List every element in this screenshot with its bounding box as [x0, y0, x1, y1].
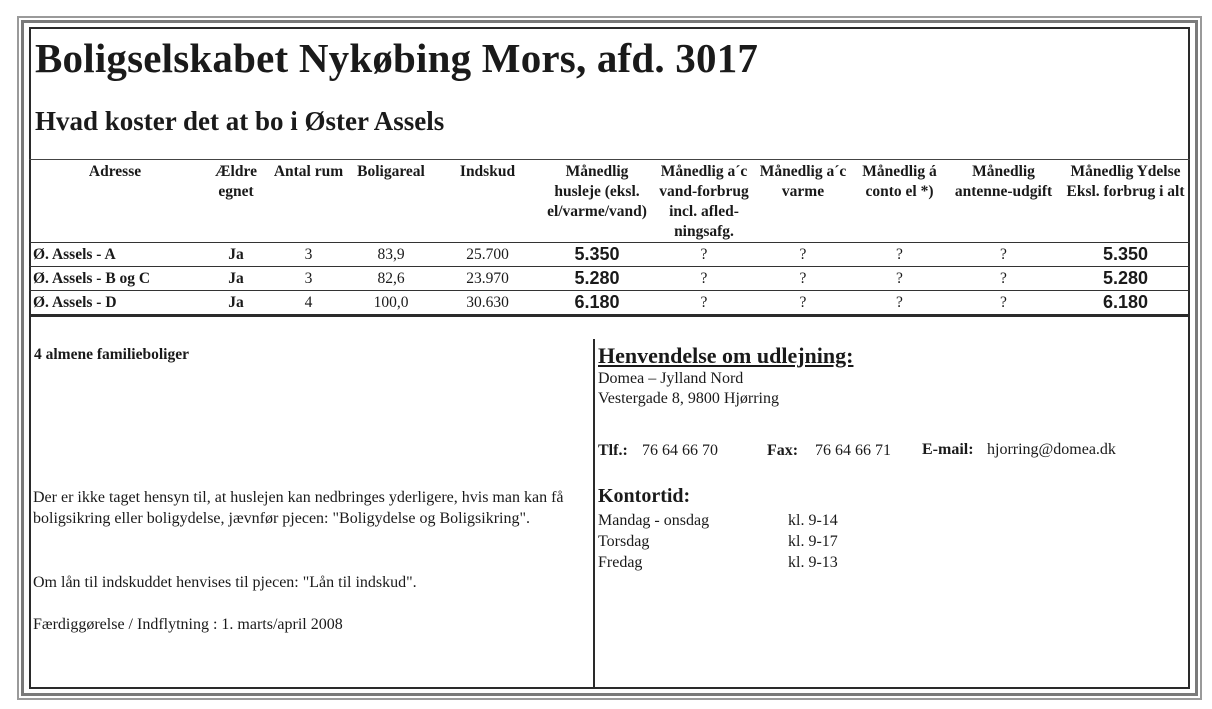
cell-address: Ø. Assels - A: [29, 243, 201, 267]
fax-number: 76 64 66 71: [815, 442, 891, 459]
cell-el: ?: [853, 243, 946, 267]
contact-address: Vestergade 8, 9800 Hjørring: [598, 390, 779, 407]
col-header: Antal rum: [271, 160, 346, 243]
cell-water: ?: [655, 291, 753, 316]
cell-el: ?: [853, 267, 946, 291]
office-hours-day: Mandag - onsdag: [598, 512, 710, 529]
cell-water: ?: [655, 243, 753, 267]
office-hours-heading: Kontortid:: [598, 485, 691, 507]
cell-antenna: ?: [946, 267, 1061, 291]
subsidy-disclaimer: Der er ikke taget hensyn til, at huslejen kan nedbringes yderligere, hvis man kan få boligsikring eller boligydelse, jævnfør pjecen: "Boligydelse og Boligsikring".: [33, 489, 564, 527]
cell-elderly: Ja: [201, 291, 271, 316]
cell-heat: ?: [753, 267, 853, 291]
fax-label: Fax:: [767, 442, 799, 459]
page-subtitle: Hvad koster det at bo i Øster Assels: [35, 106, 445, 136]
col-header: Adresse: [29, 160, 201, 243]
rent-table: [29, 160, 1190, 317]
rental-inquiry-heading: Henvendelse om udlejning:: [598, 343, 854, 368]
cell-total: 5.280: [1061, 267, 1190, 291]
col-header: Ældre egnet: [201, 160, 271, 243]
office-hours-time: kl. 9-13: [788, 554, 838, 571]
col-header: Månedlig a´c vand-forbrug incl. afled-ningsafg.: [655, 160, 753, 243]
col-header: Månedlig Ydelse Eksl. forbrug i alt: [1061, 160, 1190, 243]
cell-deposit: 25.700: [436, 243, 539, 267]
cell-elderly: Ja: [201, 267, 271, 291]
cell-rent: 5.280: [539, 267, 655, 291]
cell-heat: ?: [753, 291, 853, 316]
table-header-row: [29, 160, 1190, 243]
cell-rooms: 4: [271, 291, 346, 316]
cell-water: ?: [655, 267, 753, 291]
email-label: E-mail:: [922, 441, 974, 458]
phone-label: Tlf.:: [598, 442, 628, 459]
cell-address: Ø. Assels - D: [29, 291, 201, 316]
table-row: [29, 243, 1190, 267]
cell-deposit: 30.630: [436, 291, 539, 316]
cell-address: Ø. Assels - B og C: [29, 267, 201, 291]
page-title: Boligselskabet Nykøbing Mors, afd. 3017: [35, 35, 759, 81]
cell-rooms: 3: [271, 267, 346, 291]
loan-note: Om lån til indskuddet henvises til pjecen: "Lån til indskud".: [33, 574, 417, 591]
housing-count-note: 4 almene familieboliger: [34, 346, 189, 363]
col-header: Månedlig husleje (eksl. el/varme/vand): [539, 160, 655, 243]
cell-rent: 6.180: [539, 291, 655, 316]
cell-total: 5.350: [1061, 243, 1190, 267]
cell-deposit: 23.970: [436, 267, 539, 291]
col-header: Boligareal: [346, 160, 436, 243]
cell-heat: ?: [753, 243, 853, 267]
table-row: [29, 267, 1190, 291]
phone-number: 76 64 66 70: [642, 442, 718, 459]
office-hours-day: Torsdag: [598, 533, 650, 550]
cell-area: 83,9: [346, 243, 436, 267]
rent-table-wrapper: [29, 160, 1190, 317]
email-address: hjorring@domea.dk: [987, 441, 1116, 458]
cell-el: ?: [853, 291, 946, 316]
col-header: Månedlig a´c varme: [753, 160, 853, 243]
office-hours-time: kl. 9-14: [788, 512, 838, 529]
cell-rooms: 3: [271, 243, 346, 267]
cell-rent: 5.350: [539, 243, 655, 267]
completion-note: Færdiggørelse / Indflytning : 1. marts/april 2008: [33, 616, 343, 633]
col-header: Månedlig á conto el *): [853, 160, 946, 243]
column-divider: [593, 339, 595, 689]
col-header: Indskud: [436, 160, 539, 243]
office-hours-day: Fredag: [598, 554, 643, 571]
cell-antenna: ?: [946, 291, 1061, 316]
cell-total: 6.180: [1061, 291, 1190, 316]
office-hours-time: kl. 9-17: [788, 533, 838, 550]
contact-org: Domea – Jylland Nord: [598, 370, 744, 387]
cell-area: 82,6: [346, 267, 436, 291]
cell-elderly: Ja: [201, 243, 271, 267]
col-header: Månedlig antenne-udgift: [946, 160, 1061, 243]
table-row: [29, 291, 1190, 316]
cell-antenna: ?: [946, 243, 1061, 267]
cell-area: 100,0: [346, 291, 436, 316]
